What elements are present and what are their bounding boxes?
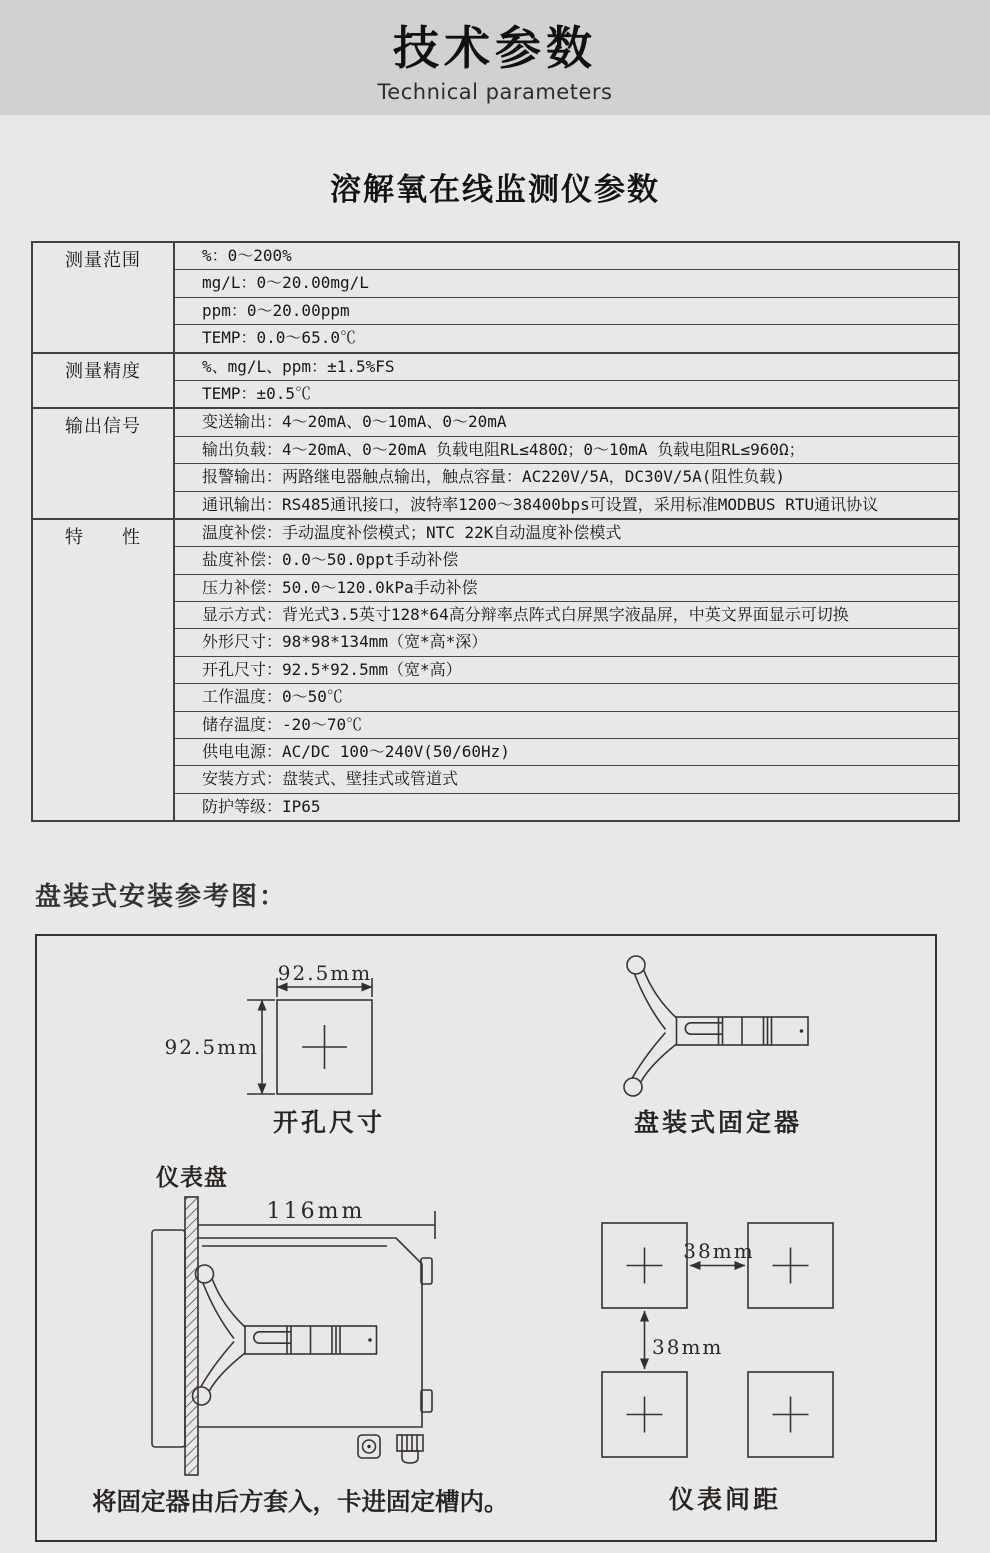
spec-row: 显示方式：背光式3.5英寸128*64高分辩率点阵式白屏黑字液晶屏，中英文界面显示可切换	[175, 601, 958, 628]
side-view-diagram	[152, 1197, 435, 1475]
h-spacing-label: 38mm	[683, 1239, 755, 1263]
page-subtitle: Technical parameters	[377, 80, 613, 104]
spec-row: 盐度补偿：0.0～50.0ppt手动补偿	[175, 546, 958, 573]
spec-group-range	[33, 243, 958, 352]
spec-row: TEMP：0.0～65.0℃	[175, 324, 958, 351]
fixer-inserted	[193, 1265, 377, 1405]
spec-row: 防护等级：IP65	[175, 793, 958, 820]
spec-row: 温度补偿：手动温度补偿模式；NTC 22K自动温度补偿模式	[202, 522, 622, 542]
panel-label: 仪表盘	[156, 1165, 228, 1191]
install-note: 将固定器由后方套入，卡进固定槽内。	[92, 1487, 509, 1516]
cable-gland-small	[358, 1435, 380, 1458]
spec-group-output	[33, 407, 958, 518]
spec-category-label: 测量范围	[33, 243, 175, 352]
center-cross-icon	[302, 1025, 347, 1069]
spec-row: 外形尺寸：98*98*134mm（宽*高*深）	[175, 628, 958, 655]
spec-row: TEMP：±0.5℃	[175, 380, 958, 407]
panel-fixer-diagram	[624, 956, 808, 1096]
fixer-caption: 盘装式固定器	[633, 1108, 803, 1137]
spec-row: 输出负载：4～20mA、0～20mA 负载电阻RL≤480Ω；0～10mA 负载电阻RL≤960Ω；	[175, 436, 958, 463]
diagram-frame	[36, 935, 936, 1541]
cutout-height-label: 92.5mm	[164, 1035, 259, 1059]
page-title: 技术参数	[393, 21, 597, 75]
cutout-caption: 开孔尺寸	[272, 1108, 386, 1137]
spec-row: 储存温度：-20～70℃	[175, 711, 958, 738]
spec-category-label: 特 性	[33, 520, 175, 820]
spec-row: mg/L：0～20.00mg/L	[175, 269, 958, 296]
spec-table	[31, 241, 960, 822]
section-title: 溶解氧在线监测仪参数	[330, 172, 660, 208]
cable-gland-large	[397, 1435, 423, 1463]
front-bezel	[152, 1230, 185, 1447]
spec-row: 变送输出：4～20mA、0～10mA、0～20mA	[202, 412, 507, 432]
install-diagram-box	[35, 934, 937, 1542]
header-banner	[0, 0, 990, 115]
spec-row: 压力补偿：50.0～120.0kPa手动补偿	[175, 574, 958, 601]
spec-row: 通讯输出：RS485通讯接口，波特率1200～38400bps可设置，采用标准MODBUS RTU通讯协议	[175, 491, 958, 518]
spec-row: 安装方式：盘装式、壁挂式或管道式	[175, 765, 958, 792]
depth-dimension-label: 116mm	[266, 1199, 366, 1224]
spec-row: 供电电源：AC/DC 100～240V(50/60Hz)	[175, 738, 958, 765]
panel-hatch-strip	[185, 1197, 198, 1475]
spec-category-label: 测量精度	[33, 354, 175, 408]
spacing-caption: 仪表间距	[668, 1485, 782, 1514]
spec-row: %：0～200%	[202, 246, 292, 265]
cutout-width-label: 92.5mm	[277, 961, 373, 985]
install-section-heading: 盘装式安装参考图：	[35, 882, 288, 912]
spec-row: 报警输出：两路继电器触点输出，触点容量：AC220V/5A，DC30V/5A(阻性负载)	[175, 463, 958, 490]
v-spacing-label: 38mm	[652, 1335, 724, 1359]
spec-group-features	[33, 518, 958, 820]
spec-row: ppm：0～20.00ppm	[175, 297, 958, 324]
spec-category-label: 输出信号	[33, 409, 175, 518]
spec-group-accuracy	[33, 352, 958, 408]
spec-row: 开孔尺寸：92.5*92.5mm（宽*高）	[175, 656, 958, 683]
spec-row: %、mg/L、ppm：±1.5%FS	[202, 356, 395, 376]
spec-row: 工作温度：0～50℃	[175, 683, 958, 710]
cutout-dimension-diagram	[247, 978, 372, 1094]
